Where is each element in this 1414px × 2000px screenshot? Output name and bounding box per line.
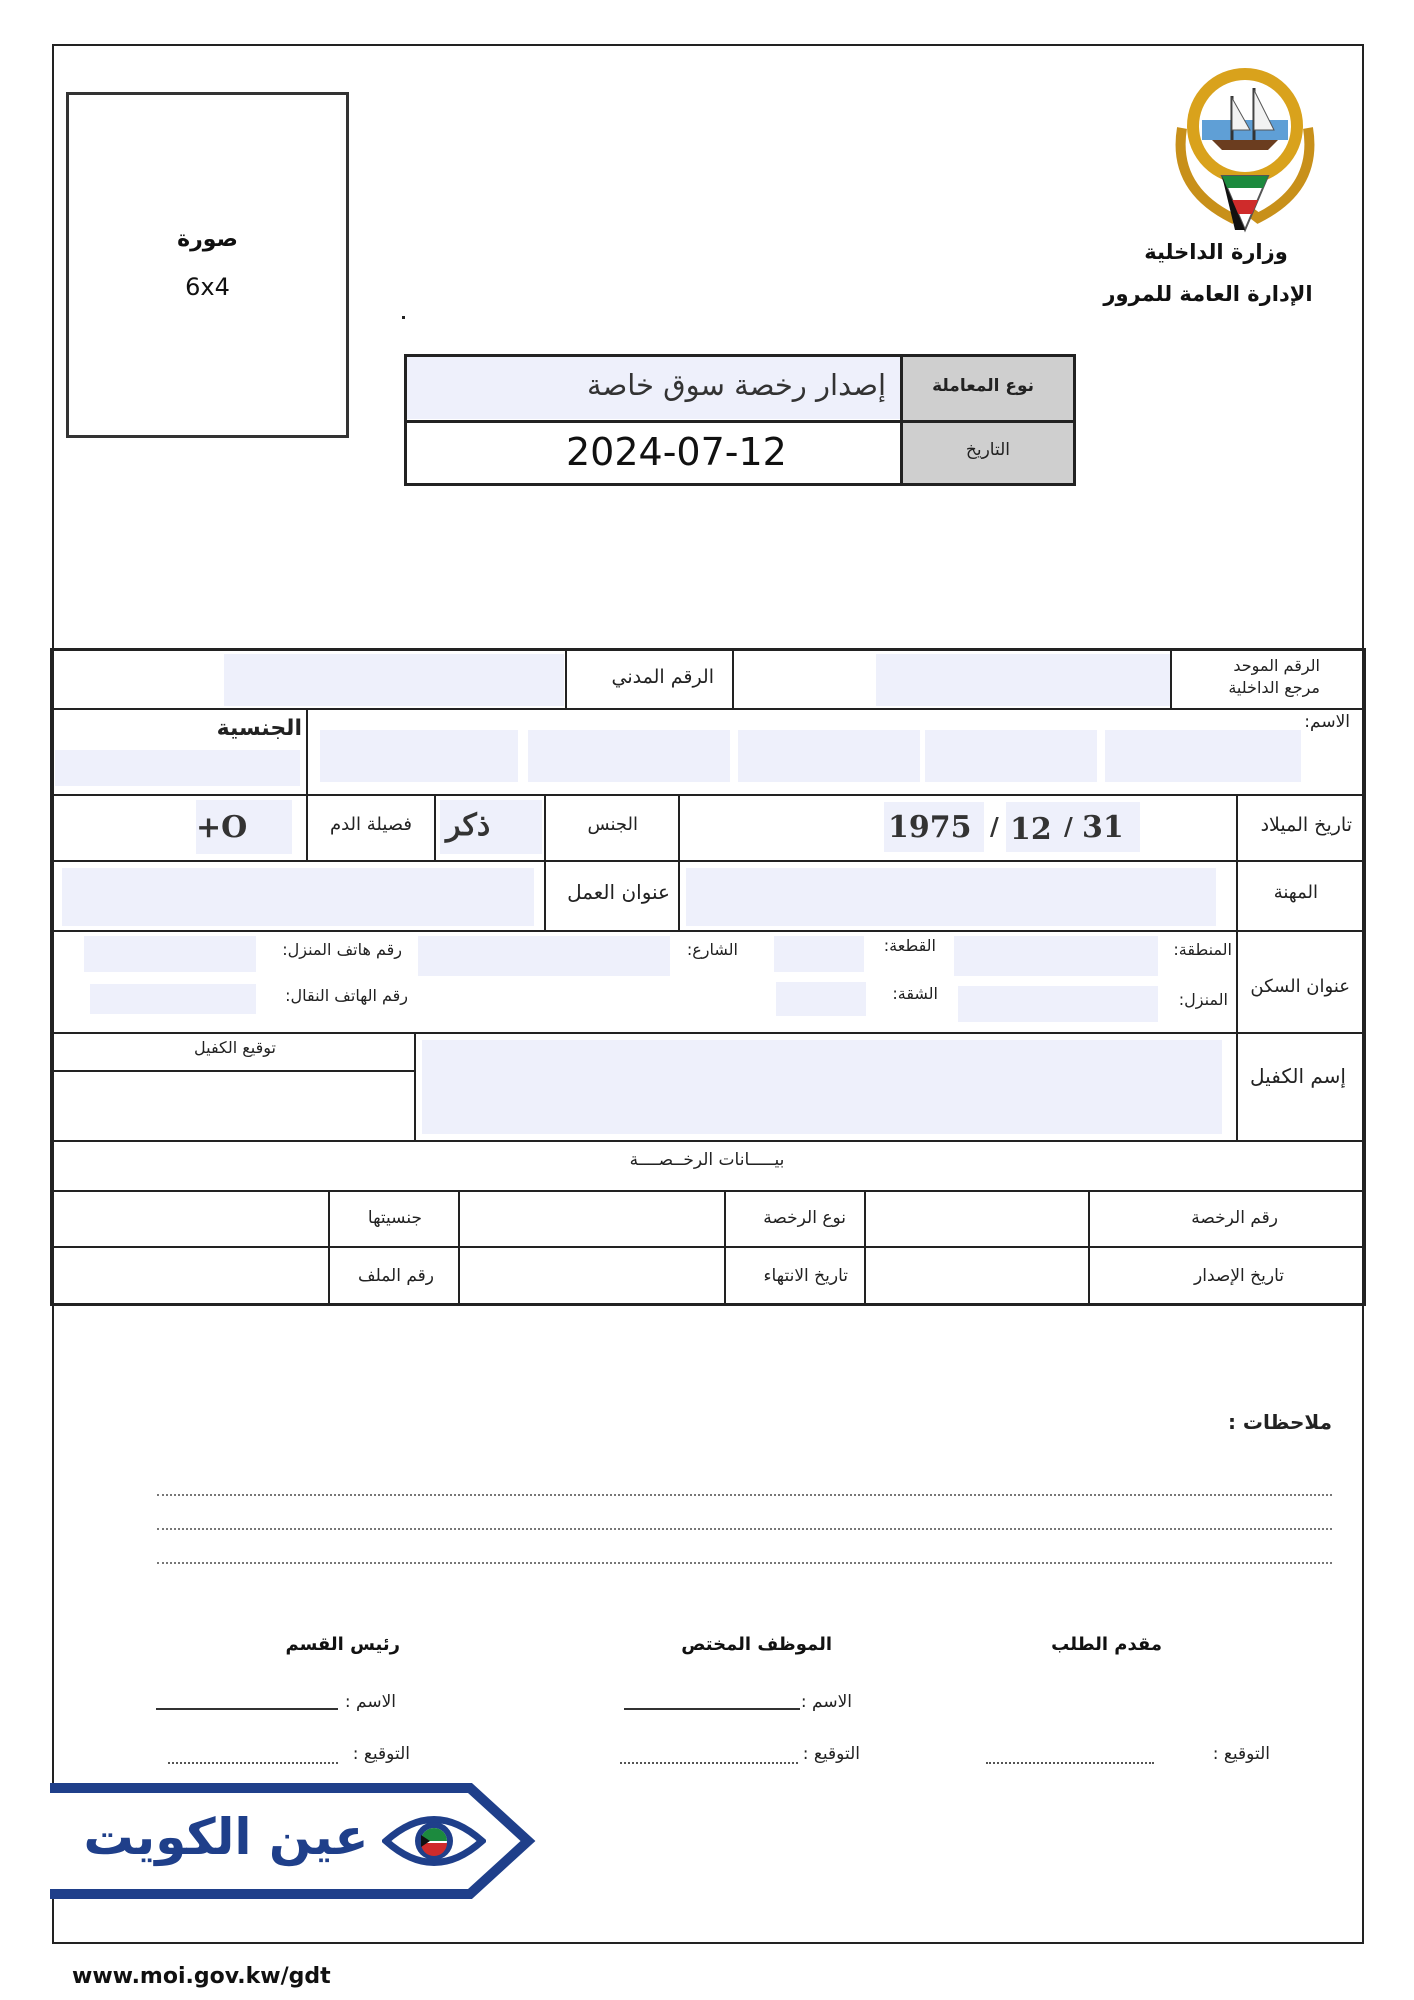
- row6-divider-2: [1236, 1032, 1238, 1140]
- gender-value: ذكر: [446, 808, 491, 843]
- applicant-title: مقدم الطلب: [1051, 1634, 1162, 1655]
- mobile-label: رقم الهاتف النقال:: [285, 986, 408, 1005]
- nationality-label: الجنسية: [216, 716, 302, 741]
- sponsor-signature-divider: [50, 1070, 416, 1072]
- civil-id-label: الرقم المدني: [611, 666, 714, 688]
- watermark-text: عين الكويت: [83, 1808, 369, 1866]
- officer-title: الموظف المختص: [681, 1634, 832, 1655]
- officer-name-label: الاسم :: [800, 1692, 852, 1712]
- row4-divider-2: [678, 860, 680, 930]
- license-type-label: نوع الرخصة: [763, 1208, 846, 1228]
- row1-divider-1: [565, 650, 567, 708]
- head-signature-line: [168, 1762, 338, 1764]
- expiry-date-label: تاريخ الانتهاء: [763, 1266, 848, 1286]
- block-fill: [774, 936, 864, 972]
- row4-divider-1: [544, 860, 546, 930]
- license-title-bottom: [50, 1190, 1366, 1192]
- head-signature-label: التوقيع :: [352, 1744, 410, 1764]
- notes-line-2: [157, 1528, 1332, 1530]
- work-address-fill: [62, 868, 534, 926]
- birth-sep-2: /: [990, 812, 999, 841]
- blood-type-value: O+: [196, 810, 248, 845]
- residence-label: عنوان السكن: [1250, 976, 1350, 997]
- interior-ref-label: مرجع الداخلية: [1228, 678, 1320, 697]
- license-divider-2: [458, 1190, 460, 1306]
- unified-ref-fill: [876, 654, 1170, 706]
- area-label: المنطقة:: [1173, 940, 1232, 959]
- issue-date-label: تاريخ الإصدار: [1194, 1266, 1284, 1286]
- occupation-label: المهنة: [1273, 882, 1318, 903]
- name-part-4: [925, 730, 1097, 782]
- row6-bottom: [50, 1140, 1366, 1142]
- transaction-date-label: التاريخ: [965, 440, 1010, 460]
- area-fill: [954, 936, 1158, 976]
- nationality-fill: [55, 750, 300, 786]
- street-label: الشارع:: [686, 940, 738, 959]
- home-phone-fill: [84, 936, 256, 972]
- street-fill: [418, 936, 670, 976]
- row3-bottom: [50, 860, 1366, 862]
- civil-id-fill: [224, 654, 564, 706]
- blood-type-label: فصيلة الدم: [329, 814, 412, 835]
- license-number-label: رقم الرخصة: [1191, 1208, 1278, 1228]
- photo-size: 6x4: [185, 273, 230, 301]
- birth-sep-1: /: [1064, 812, 1073, 841]
- license-nationality-label: جنسيتها: [367, 1208, 422, 1228]
- file-number-label: رقم الملف: [357, 1266, 434, 1286]
- birth-date-label: تاريخ الميلاد: [1260, 814, 1352, 836]
- house-fill: [958, 986, 1158, 1022]
- photo-label: صورة: [177, 227, 238, 252]
- license-row-divider: [50, 1246, 1366, 1248]
- transaction-vdivider: [900, 354, 903, 486]
- row2-divider: [306, 708, 308, 794]
- officer-signature-label: التوقيع :: [802, 1744, 860, 1764]
- birth-year: 1975: [888, 810, 972, 845]
- license-section-title: بيـــــانات الرخــصــــة: [629, 1150, 785, 1170]
- birth-day: 31: [1082, 810, 1124, 845]
- kuwait-emblem-icon: [1162, 58, 1328, 238]
- transaction-type-value: إصدار رخصة سوق خاصة: [587, 368, 886, 402]
- dot-mark: [402, 316, 405, 319]
- transaction-type-label: نوع المعاملة: [932, 376, 1034, 396]
- officer-signature-line: [620, 1762, 798, 1764]
- applicant-signature-line: [986, 1762, 1154, 1764]
- work-address-label: عنوان العمل: [567, 880, 670, 904]
- license-divider-4: [864, 1190, 866, 1306]
- apartment-fill: [776, 982, 866, 1016]
- notes-label: ملاحظات :: [1227, 1410, 1332, 1434]
- footer-url[interactable]: www.moi.gov.kw/gdt: [72, 1964, 331, 1989]
- house-label: المنزل:: [1178, 990, 1228, 1009]
- row3-divider-5: [1236, 794, 1238, 860]
- row3-divider-1: [306, 794, 308, 860]
- row1-divider-3: [1170, 650, 1172, 708]
- name-part-3: [738, 730, 920, 782]
- head-name-line: [156, 1708, 338, 1710]
- row5-divider: [1236, 930, 1238, 1032]
- row4-bottom: [50, 930, 1366, 932]
- notes-line-3: [157, 1562, 1332, 1564]
- row3-divider-3: [544, 794, 546, 860]
- head-title: رئيس القسم: [285, 1634, 400, 1655]
- apartment-label: الشقة:: [892, 984, 938, 1003]
- applicant-signature-label: التوقيع :: [1212, 1744, 1270, 1764]
- head-name-label: الاسم :: [344, 1692, 396, 1712]
- home-phone-label: رقم هاتف المنزل:: [282, 940, 402, 959]
- name-part-1: [320, 730, 518, 782]
- license-divider-5: [1088, 1190, 1090, 1306]
- transaction-date-value: 2024-07-12: [566, 430, 787, 474]
- mobile-fill: [90, 984, 256, 1014]
- row5-bottom: [50, 1032, 1366, 1034]
- license-divider-3: [724, 1190, 726, 1306]
- row1-bottom: [50, 708, 1366, 710]
- sponsor-signature-label: توقيع الكفيل: [194, 1038, 276, 1057]
- name-label: الاسم:: [1304, 712, 1350, 732]
- row4-divider-3: [1236, 860, 1238, 930]
- name-part-2: [528, 730, 730, 782]
- officer-name-line: [624, 1708, 800, 1710]
- row2-bottom: [50, 794, 1366, 796]
- notes-line-1: [157, 1494, 1332, 1496]
- row3-divider-4: [678, 794, 680, 860]
- occupation-fill: [686, 868, 1216, 926]
- block-label: القطعة:: [883, 936, 936, 955]
- row6-divider-1: [414, 1032, 416, 1140]
- birth-month: 12: [1010, 812, 1052, 847]
- name-part-5: [1105, 730, 1301, 782]
- department-name: الإدارة العامة للمرور: [1103, 282, 1313, 306]
- license-divider-1: [328, 1190, 330, 1306]
- unified-ref-label: الرقم الموحد: [1233, 656, 1320, 675]
- row3-divider-2: [434, 794, 436, 860]
- gender-label: الجنس: [587, 814, 638, 835]
- sponsor-name-fill: [422, 1040, 1222, 1134]
- ministry-name: وزارة الداخلية: [1144, 240, 1288, 264]
- eye-icon: [382, 1808, 486, 1874]
- photo-box: [66, 92, 349, 438]
- row1-divider-2: [732, 650, 734, 708]
- transaction-divider: [404, 420, 1076, 423]
- sponsor-name-label: إسم الكفيل: [1250, 1064, 1346, 1088]
